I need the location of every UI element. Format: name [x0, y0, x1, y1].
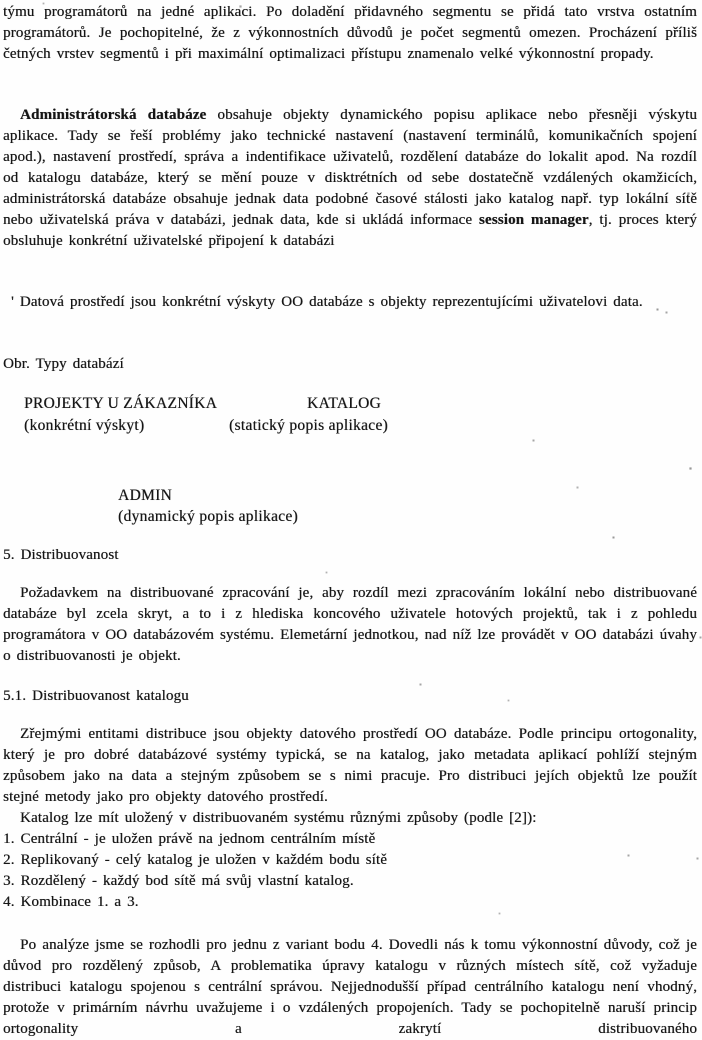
list-item-rozdeleny: 3. Rozdělený - každý bod sítě má svůj vlastní katalog. — [3, 873, 354, 889]
diagram-projekty-subtitle: (konkrétní výskyt) — [24, 417, 145, 434]
diagram-katalog-title: KATALOG — [307, 395, 382, 412]
diagram-projekty-title: PROJEKTY U ZÁKAZNÍKA — [24, 395, 218, 412]
list-item-centralni: 1. Centrální - je uložen právě na jednom centrálním místě — [3, 831, 376, 847]
scan-speckles — [0, 0, 1, 1]
diagram-katalog-subtitle: (statický popis aplikace) — [229, 417, 389, 434]
bold-session-manager-term: session manager — [478, 212, 589, 228]
diagram-admin-title: ADMIN — [118, 487, 173, 504]
paragraph-po-analyze: Po analýze jsme se rozhodli pro jednu z variant bodu 4. Dovedli nás k tomu výkonnostní důvody, což je důvod pro rozdělený způsob, A problematika úpravy katalogu v různých místech sítě, což vyžaduje distribuci katalogu spojenou s centrální správou. Nejjednodušší případ centrálního katalogu není vhodný, protože v primárním návrhu uvažujeme i o vzdálených propojeních. Tady se pochopitelně naruší princip ortogonality a zakrytí distribuovaného — [3, 937, 697, 1037]
paragraph-admin-database — [3, 105, 697, 252]
paragraph-katalog-intro: Katalog lze mít uložený v distribuovaném systému různými způsoby (podle [2]): — [20, 810, 537, 826]
bold-admin-database-term: Administrátorská databáze — [20, 107, 207, 123]
paragraph-pozadavkem: Požadavkem na distribuované zpracování je, aby rozdíl mezi zpracováním lokální nebo distribuované databáze byl zcela skryt, a to i z hlediska koncového uživatele hotových projektů, tak i z pohledu programátora v OO databázovém systému. Elemetární jednotkou, nad níž lze provádět v OO databázi úvahy o distribuovanosti je objekt. — [3, 585, 697, 664]
list-item-replikovany: 2. Replikovaný - celý katalog je uložen v každém bodu sítě — [3, 852, 388, 868]
paragraph-datova-prostredi: ' Datová prostředí jsou konkrétní výskyty OO databáze s objekty reprezentujícími uživatelovi data. — [11, 294, 643, 310]
diagram-admin-subtitle: (dynamický popis aplikace) — [118, 508, 298, 525]
section-heading-5: 5. Distribuovanost — [3, 547, 119, 563]
paragraph-zrejmymi: Zřejmými entitami distribuce jsou objekty datového prostředí OO databáze. Podle principu ortogonality, který je pro dobré databázové systémy typická, se na katalog, jako metadata aplikací pohlíží stejným způsobem jako na data a stejným způsobem se s nimi pracuje. Pro distribuci jejích objektů lze použít stejné metody jako pro objekty datového prostředí. — [3, 726, 697, 805]
section-heading-5-1: 5.1. Distribuovanost katalogu — [3, 688, 189, 704]
list-item-kombinace: 4. Kombinace 1. a 3. — [3, 894, 139, 910]
paragraph-admin-database-text: obsahuje objekty dynamického popisu aplikace nebo přesněji výskytu aplikace. Tady se řeší problémy jako technické nastavení (nastavení terminálů, komunikačních spojení apod.), nastavení prostředí, správa a indentifikace uživatelů, rozdělení databáze do lokalit apod. Na rozdíl od katalogu databáze, který se mění pouze v disktrétních od sebe dostatečně vzdálených okamžicích, administrátorská databáze obsahuje jednak data podobné časové stálosti jako katalog např. typ lokální sítě nebo uživatelská práva v databázi, jednak data, kde si ukládá informace — [3, 107, 697, 228]
paragraph-admin-database-text-end: , tj. proces který obsluhuje konkrétní uživatelské připojení k databázi — [3, 212, 697, 249]
figure-caption: Obr. Typy databází — [3, 356, 124, 372]
paragraph-segment-continuation: týmu programátorů na jedné aplikaci. Po doladění přidavného segmentu se přidá tato vrstva ostatním programátorů. Je pochopitelné, že z výkonnostních důvodů je počet segmentů omezen. Procházení příliš četných vrstev segmentů i při maximální optimalizaci přístupu znamenalo velké výkonnostní propady. — [3, 4, 697, 62]
